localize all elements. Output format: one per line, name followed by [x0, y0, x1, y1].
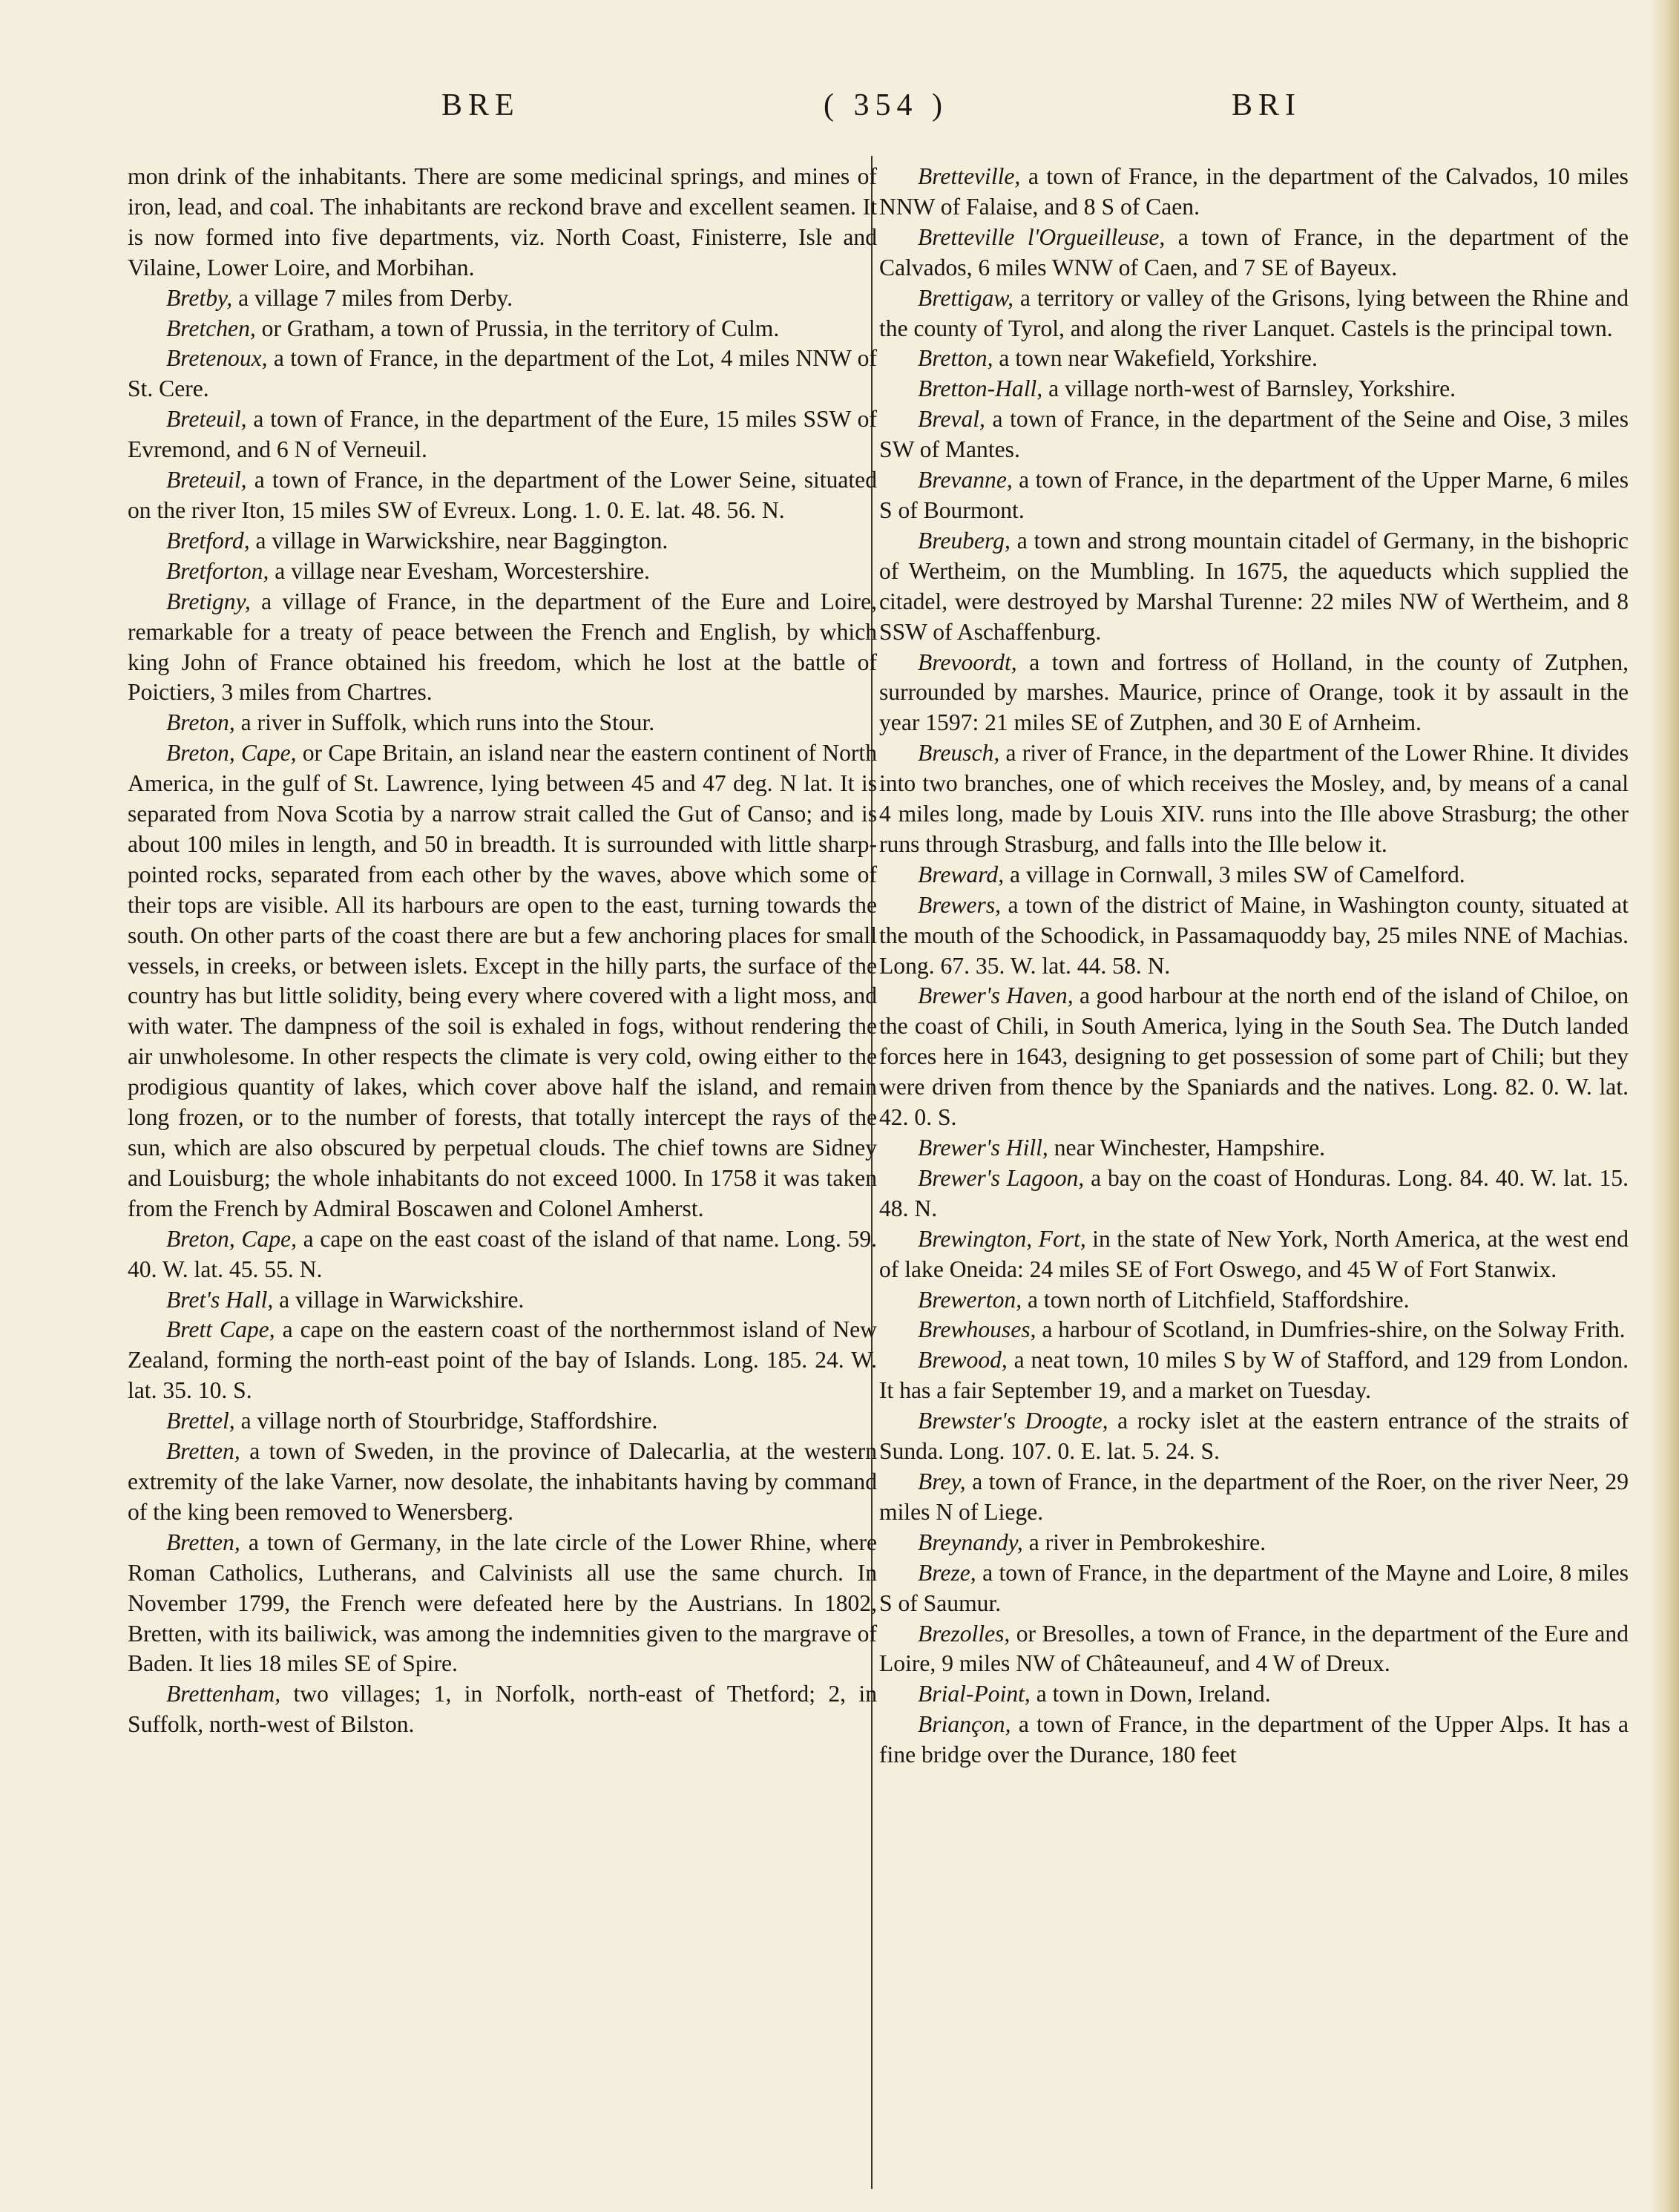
entry-text: a town of France, in the department of the Roer, on the river Neer, 29 miles N of Liege.: [879, 1468, 1629, 1525]
entry-text: a town of France, in the department of the Calvados, 6 miles WNW of Caen, and 7 SE of Bayeux.: [879, 223, 1629, 280]
gazetteer-entry: [879, 1285, 1629, 1316]
entry-text: a cape on the east coast of the island of that name. Long. 59. 40. W. lat. 45. 55. N.: [128, 1225, 878, 1282]
entry-text: a town of the district of Maine, in Washington county, situated at the mouth of the Schoodick, in Passamaquoddy bay, 25 miles NNE of Machias. Long. 67. 35. W. lat. 44. 58. N.: [879, 891, 1629, 979]
gazetteer-entry: [879, 1164, 1629, 1224]
entry-text: a rocky islet at the eastern entrance of the straits of Sunda. Long. 107. 0. E. lat. 5. 24. S.: [879, 1408, 1629, 1465]
entry-text: a town near Wakefield, Yorkshire.: [999, 345, 1318, 372]
entry-headword: Brewster's Droogte,: [918, 1408, 1108, 1434]
entry-text: a town north of Litchfield, Staffordshire.: [1028, 1286, 1410, 1313]
gazetteer-entry: [879, 1710, 1629, 1770]
gazetteer-entry: [879, 1315, 1629, 1345]
gazetteer-entry: [879, 1224, 1629, 1285]
entry-headword: Brewer's Lagoon,: [918, 1164, 1085, 1191]
entry-headword: Bretigny,: [166, 588, 251, 614]
entry-headword: Brewington, Fort,: [918, 1225, 1086, 1252]
entry-headword: Bretenoux,: [166, 345, 268, 372]
gazetteer-entry: [128, 1315, 877, 1406]
entry-text: a neat town, 10 miles S by W of Stafford, and 129 from London. It has a fair September 19, and a market on Tuesday.: [879, 1347, 1629, 1404]
entry-headword: Breusch,: [918, 740, 1000, 767]
entry-text: a village in Warwickshire.: [279, 1286, 525, 1313]
entry-headword: Brett Cape,: [166, 1316, 275, 1343]
gazetteer-entry: [879, 981, 1629, 1133]
entry-headword: Briançon,: [918, 1711, 1011, 1738]
left-column: [128, 162, 877, 1740]
entry-text: a river of France, in the department of the Lower Rhine. It divides into two branches, one of which receives the Mosley, and, by means of a canal 4 miles long, made by Louis XIV. runs into the Ille above Strasburg; the other runs through Strasburg, and falls into the Ille below it.: [879, 740, 1629, 857]
entry-headword: Bretby,: [166, 284, 233, 311]
entry-text: mon drink of the inhabitants. There are some medicinal springs, and mines of iron, lead, and coal. The inhabitants are reckond brave and excellent seamen. It is now formed into five departments, viz. North Coast, Finisterre, Isle and Vilaine, Lower Loire, and Morbihan.: [128, 163, 877, 280]
entry-headword: Brewood,: [918, 1347, 1008, 1374]
entry-headword: Breton, Cape,: [166, 740, 297, 767]
entry-headword: Bretchen,: [166, 315, 256, 341]
entry-text: a town of France, in the department of the Mayne and Loire, 8 miles S of Saumur.: [879, 1559, 1629, 1616]
entry-headword: Bretforton,: [166, 557, 269, 584]
entry-headword: Bretton-Hall,: [918, 375, 1043, 402]
entry-text: a village north-west of Barnsley, Yorkshire.: [1048, 375, 1456, 402]
entry-text: a town of France, in the department of the Lot, 4 miles NNW of St. Cere.: [128, 345, 877, 402]
entry-text: a town of France, in the department of the Calvados, 10 miles NNW of Falaise, and 8 S of Caen.: [879, 163, 1629, 220]
entry-headword: Bretten,: [166, 1438, 240, 1465]
gazetteer-entry: [879, 1133, 1629, 1164]
entry-text: a village near Evesham, Worcestershire.: [275, 557, 650, 584]
header-left-guideword: BRE: [441, 88, 520, 122]
entry-text: or Cape Britain, an island near the eastern continent of North America, in the gulf of St. Lawrence, lying between 45 and 47 deg. N lat. It is separated from Nova Scotia by a narrow strait called the Gut of Canso; and is about 100 miles in length, and 50 in breadth. It is surrounded with little sharp-pointed rocks, separated from each other by the waves, above which some of their tops are visible. All its harbours are open to the east, turning towards the south. On other parts of the coast there are but a few anchoring places for small vessels, in creeks, or between islets. Except in the hilly parts, the surface of the country has but little solidity, being every where covered with a light moss, and with water. The dampness of the soil is exhaled in fogs, without rendering the air unwholesome. In other respects the climate is very cold, owing either to the prodigious quantity of lakes, which cover above half the island, and remain long frozen, or to the number of forests, that totally intercept the rays of the sun, which are also obscured by perpetual clouds. The chief towns are Sidney and Louisburg; the whole inhabitants do not exceed 1000. In 1758 it was taken from the French by Admiral Boscawen and Colonel Amherst.: [128, 740, 877, 1221]
entry-headword: Bretteville,: [918, 163, 1021, 189]
gazetteer-entry: [879, 1619, 1629, 1680]
entry-headword: Breteuil,: [166, 406, 247, 433]
entry-text: a village of France, in the department of the Eure and Loire, remarkable for a treaty of peace between the French and English, by which king John of France obtained his freedom, which he lost at the battle of Poictiers, 3 miles from Chartres.: [128, 588, 877, 706]
gazetteer-entry: [879, 1679, 1629, 1710]
entry-headword: Breval,: [918, 406, 985, 433]
entry-headword: Brettenham,: [166, 1681, 281, 1707]
entry-text: near Winchester, Hampshire.: [1054, 1135, 1326, 1161]
entry-text: a town and fortress of Holland, in the county of Zutphen, surrounded by marshes. Maurice, prince of Orange, took it by assault in the year 1597: 21 miles SE of Zutphen, and 30 E of Arnheim.: [879, 649, 1629, 736]
gazetteer-entry: [879, 344, 1629, 374]
gazetteer-entry: [879, 738, 1629, 860]
entry-headword: Bretton,: [918, 345, 993, 372]
entry-text: a town and strong mountain citadel of Germany, in the bishopric of Wertheim, on the Mumbling. In 1675, the aqueducts which supplied the citadel, were destroyed by Marshal Turenne: 22 miles NW of Wertheim, and 8 SSW of Aschaffenburg.: [879, 527, 1629, 645]
entry-headword: Brettigaw,: [918, 284, 1013, 311]
gazetteer-entry: [879, 162, 1629, 223]
entry-headword: Brevanne,: [918, 467, 1013, 493]
entry-headword: Breward,: [918, 861, 1005, 887]
entry-headword: Brettel,: [166, 1408, 235, 1434]
entry-headword: Brey,: [918, 1468, 966, 1494]
page-edge: [1649, 0, 1679, 2212]
gazetteer-entry: [128, 1679, 877, 1740]
entry-text: or Bresolles, a town of France, in the department of the Eure and Loire, 9 miles NW of Châteauneuf, and 4 W of Dreux.: [879, 1620, 1629, 1677]
entry-headword: Bretteville l'Orgueilleuse,: [918, 223, 1166, 250]
gazetteer-entry: [879, 648, 1629, 739]
entry-text: a river in Suffolk, which runs into the Stour.: [240, 709, 655, 736]
gazetteer-entry: [879, 374, 1629, 404]
entry-headword: Breteuil,: [166, 467, 247, 493]
entry-text: a harbour of Scotland, in Dumfries-shire, on the Solway Frith.: [1042, 1316, 1626, 1343]
entry-headword: Brezolles,: [918, 1620, 1011, 1647]
gazetteer-entry: [879, 1406, 1629, 1467]
gazetteer-entry: [879, 1558, 1629, 1619]
entry-text: a town of Germany, in the late circle of the Lower Rhine, where Roman Catholics, Lutherans, and Calvinists all use the same church. In November 1799, the French were defeated here by the Austrians. In 1802, Bretten, with its bailiwick, was among the indemnities given to the margrave of Baden. It lies 18 miles SE of Spire.: [128, 1529, 877, 1677]
gazetteer-entry: [879, 1528, 1629, 1558]
entry-text: a town of Sweden, in the province of Dalecarlia, at the western extremity of the lake Varner, now desolate, the inhabitants having by command of the king been removed to Wenersberg.: [128, 1438, 877, 1525]
gazetteer-entry: [879, 1467, 1629, 1528]
entry-headword: Brewer's Hill,: [918, 1135, 1048, 1161]
entry-headword: Brial-Point,: [918, 1681, 1031, 1707]
gazetteer-entry: [128, 314, 877, 344]
right-column: [879, 162, 1629, 1770]
entry-text: a town of France, in the department of the Upper Marne, 6 miles S of Bourmont.: [879, 467, 1629, 523]
gazetteer-entry: [128, 283, 877, 314]
entry-text: a town of France, in the department of the Seine and Oise, 3 miles SW of Mantes.: [879, 406, 1629, 463]
entry-text: a cape on the eastern coast of the northernmost island of New Zealand, forming the north-east point of the bay of Islands. Long. 185. 24. W. lat. 35. 10. S.: [128, 1316, 877, 1404]
entry-headword: Breton,: [166, 709, 235, 736]
entry-text: in the state of New York, North America, at the west end of lake Oneida: 24 miles SE of Fort Oswego, and 45 W of Fort Stanwix.: [879, 1225, 1629, 1282]
gazetteer-entry: [128, 1285, 877, 1316]
entry-headword: Brewers,: [918, 891, 1002, 918]
gazetteer-entry: [128, 738, 877, 1224]
entry-text: a town of France, in the department of the Upper Alps. It has a fine bridge over the Durance, 180 feet: [879, 1711, 1629, 1768]
entry-text: a bay on the coast of Honduras. Long. 84. 40. W. lat. 15. 48. N.: [879, 1164, 1629, 1221]
entry-text: a village 7 miles from Derby.: [238, 284, 513, 311]
entry-text: a river in Pembrokeshire.: [1028, 1529, 1266, 1555]
entry-text: two villages; 1, in Norfolk, north-east of Thetford; 2, in Suffolk, north-west of Bilston.: [128, 1681, 877, 1738]
entry-headword: Brevoordt,: [918, 649, 1017, 675]
entry-headword: Breuberg,: [918, 527, 1011, 554]
entry-headword: Brewer's Haven,: [918, 982, 1074, 1009]
gazetteer-entry: [879, 404, 1629, 465]
gazetteer-entry: [128, 587, 877, 709]
gazetteer-entry: [879, 890, 1629, 982]
entry-text: a village north of Stourbridge, Staffordshire.: [240, 1408, 658, 1434]
gazetteer-entry: [879, 1345, 1629, 1406]
gazetteer-entry: [128, 1528, 877, 1680]
gazetteer-entry: [879, 465, 1629, 526]
gazetteer-entry: [879, 283, 1629, 344]
entry-text: a good harbour at the north end of the island of Chiloe, on the coast of Chili, in South America, lying in the South Sea. The Dutch landed forces here in 1643, designing to get possession of some part of Chili; but they were driven from thence by the Spaniards and the natives. Long. 82. 0. W. lat. 42. 0. S.: [879, 982, 1629, 1131]
gazetteer-entry: [879, 860, 1629, 890]
entry-headword: Breynandy,: [918, 1529, 1023, 1555]
page-number: ( 354 ): [824, 88, 948, 122]
gazetteer-entry: [128, 708, 877, 738]
entry-headword: Bretford,: [166, 527, 250, 554]
gazetteer-entry: [128, 1406, 877, 1437]
gazetteer-entry: [128, 344, 877, 404]
entry-text: or Gratham, a town of Prussia, in the territory of Culm.: [261, 315, 780, 341]
gazetteer-entry: [128, 404, 877, 465]
header-right-guideword: BRI: [1232, 88, 1302, 122]
entry-headword: Brewhouses,: [918, 1316, 1036, 1343]
gazetteer-entry: [128, 557, 877, 587]
gazetteer-entry: [128, 526, 877, 557]
gazetteer-entry: [128, 1437, 877, 1528]
gazetteer-entry: [128, 162, 877, 283]
entry-text: a village in Warwickshire, near Baggington.: [255, 527, 668, 554]
entry-headword: Brewerton,: [918, 1286, 1022, 1313]
entry-text: a territory or valley of the Grisons, lying between the Rhine and the county of Tyrol, and along the river Lanquet. Castels is the principal town.: [879, 284, 1629, 341]
gazetteer-entry: [128, 1224, 877, 1285]
entry-headword: Breze,: [918, 1559, 976, 1586]
gazetteer-entry: [879, 223, 1629, 283]
entry-headword: Bretten,: [166, 1529, 240, 1555]
gazetteer-entry: [128, 465, 877, 526]
entry-text: a town of France, in the department of the Lower Seine, situated on the river Iton, 15 miles SW of Evreux. Long. 1. 0. E. lat. 48. 56. N.: [128, 467, 877, 523]
entry-text: a town in Down, Ireland.: [1036, 1681, 1271, 1707]
entry-headword: Bret's Hall,: [166, 1286, 274, 1313]
gazetteer-entry: [879, 526, 1629, 648]
entry-headword: Breton, Cape,: [166, 1225, 297, 1252]
running-header: [0, 88, 1679, 140]
entry-text: a town of France, in the department of the Eure, 15 miles SSW of Evremond, and 6 N of Verneuil.: [128, 406, 877, 463]
entry-text: a village in Cornwall, 3 miles SW of Camelford.: [1010, 861, 1465, 887]
